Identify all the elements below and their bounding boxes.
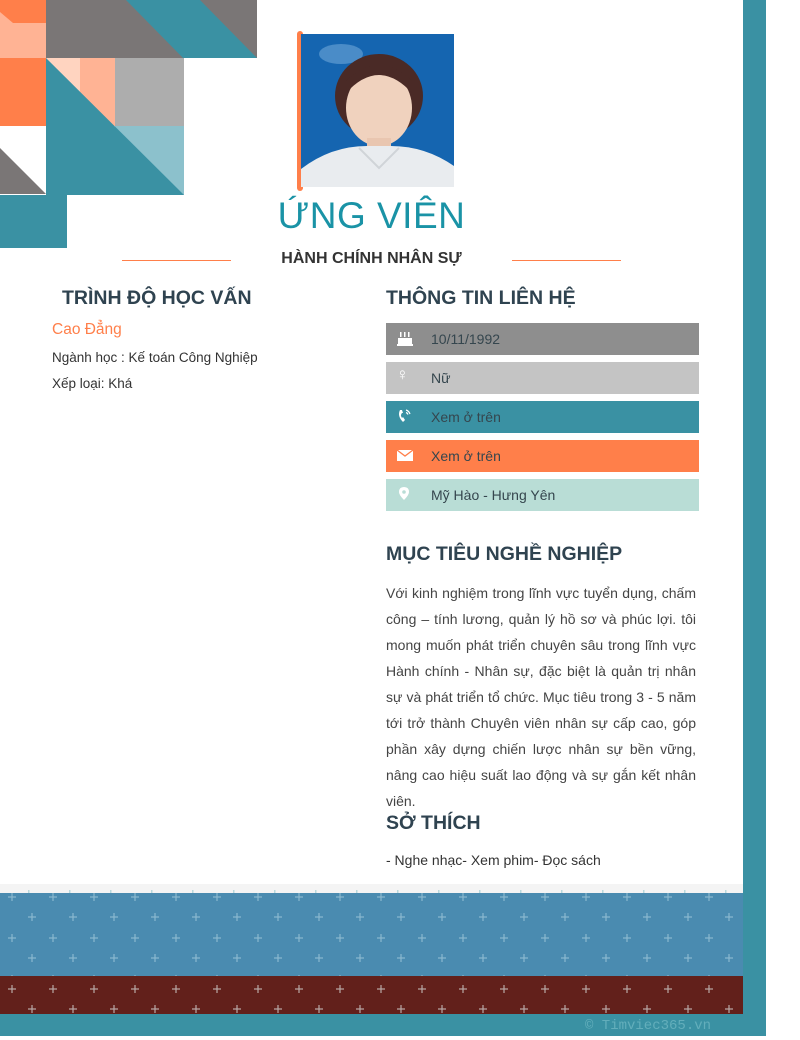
objective-text: Với kinh nghiệm trong lĩnh vực tuyển dụng, chấm công – tính lương, quản lý hồ sơ và phúc lợi. tôi mong muốn phát triển chuyên sâu trong lĩnh vực Hành chính - Nhân sự, đặc biệt là quản trị nhân sự và phát triển tổ chức. Mục tiêu trong 3 - 5 năm tới trở thành Chuyên viên nhân sự cấp cao, góp phần xây dựng chiến lược nhân sự bền vững, nâng cao hiệu suất lao động và sự gắn kết nhân viên. [386,585,696,809]
position-row [0,248,743,272]
phone-icon [396,407,416,427]
portrait-placeholder [301,34,454,187]
envelope-icon [396,446,416,466]
contact-birthday [386,323,699,355]
plus-pattern-red [0,976,743,1014]
copyright-text: © Timviec365.vn [585,1018,712,1034]
education-rank: Xếp loại: Khá [52,376,133,391]
hobbies-text: - Nghe nhạc- Xem phim- Đọc sách [386,852,601,868]
address-value: Mỹ Hào - Hưng Yên [431,487,556,503]
right-accent-bar [743,0,766,1036]
footer-strip [0,884,743,893]
objective-heading: MỤC TIÊU NGHỀ NGHIỆP [386,543,623,565]
contact-phone [386,401,699,433]
female-icon: ♀ [396,365,409,384]
email-value: Xem ở trên [431,448,501,464]
birthday-cake-icon [396,329,416,349]
footer-red-band [0,976,743,1014]
gender-value: Nữ [431,370,451,386]
hobbies-heading: SỞ THÍCH [386,812,481,834]
contact-email [386,440,699,472]
phone-value: Xem ở trên [431,409,501,425]
contact-heading: THÔNG TIN LIÊN HỆ [386,287,576,309]
education-degree: Cao Đẳng [52,321,122,338]
contact-address [386,479,699,511]
plus-pattern-blue [0,893,743,976]
birthday-value: 10/11/1992 [431,331,501,347]
divider-right [512,260,621,261]
candidate-name: ỨNG VIÊN [277,195,466,236]
education-heading: TRÌNH ĐỘ HỌC VẤN [62,287,252,309]
footer-blue-band [0,893,743,976]
position-title: HÀNH CHÍNH NHÂN SỰ [281,250,462,267]
contact-gender [386,362,699,394]
map-marker-icon [396,485,416,505]
candidate-photo [301,34,454,187]
education-major: Ngành học : Kế toán Công Nghiệp [52,350,258,365]
photo-frame [297,31,455,191]
